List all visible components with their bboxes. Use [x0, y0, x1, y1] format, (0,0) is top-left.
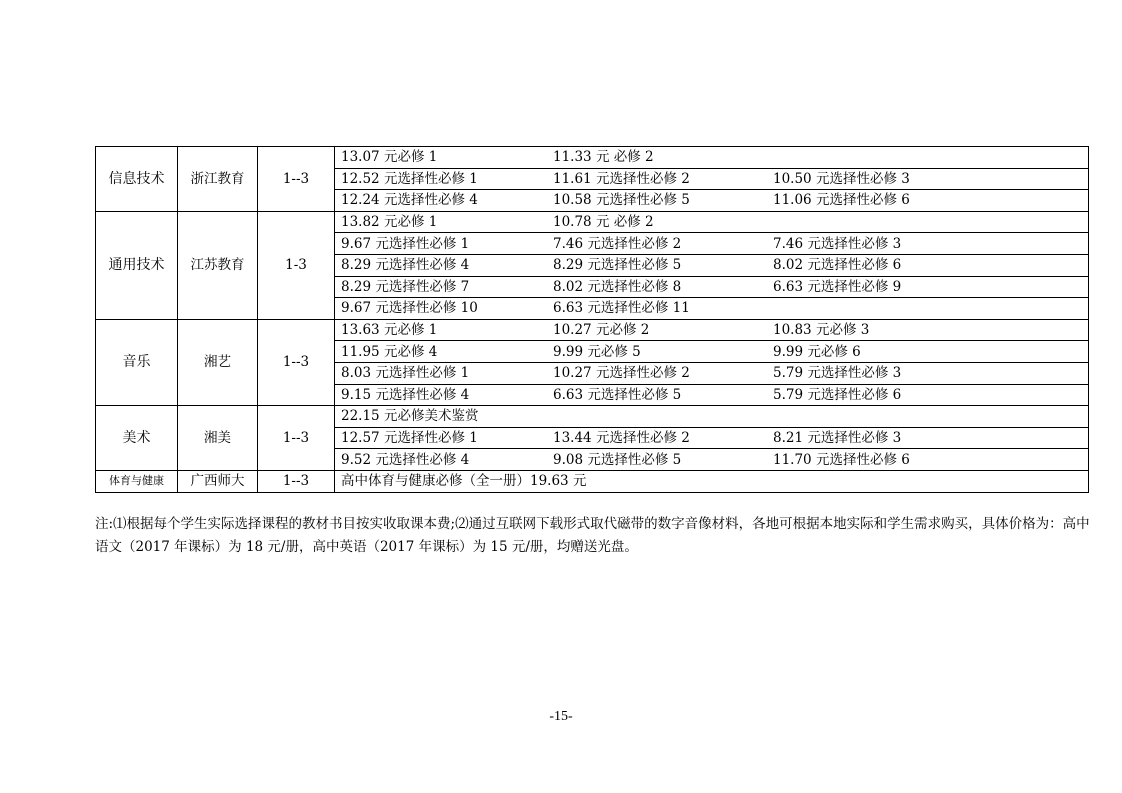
price-item: 6.63 元选择性必修 11 [553, 300, 690, 317]
grade-cell: 1--3 [258, 319, 335, 405]
footnote: 注:⑴根据每个学生实际选择课程的教材书目按实收取课本费;⑵通过互联网下载形式取代磁带的数字音像材料，各地可根据本地实际和学生需求购买，具体价格为：高中语文（2017 年课标）为 18 元/册，高中英语（2017 年课标）为 15 元/册，均赠送光盘。 [95, 516, 1090, 555]
price-item: 22.15 元必修美术鉴赏 [341, 408, 479, 425]
price-item: 11.61 元选择性必修 2 [553, 170, 690, 187]
publisher-cell: 江苏教育 [178, 211, 258, 319]
price-item: 10.78 元 必修 2 [553, 214, 654, 231]
table-row [96, 406, 1089, 428]
price-cell [335, 406, 1089, 428]
price-cell [335, 190, 1089, 212]
price-item: 9.99 元必修 6 [773, 343, 861, 360]
price-item: 8.21 元选择性必修 3 [773, 430, 902, 447]
publisher-cell: 湘艺 [178, 319, 258, 405]
price-item: 9.08 元选择性必修 5 [553, 451, 682, 468]
price-cell [335, 427, 1089, 449]
price-item: 11.06 元选择性必修 6 [773, 192, 910, 209]
price-item: 10.27 元选择性必修 2 [553, 365, 690, 382]
price-cell [335, 319, 1089, 341]
grade-cell: 1--3 [258, 147, 335, 212]
price-cell [335, 341, 1089, 363]
page-number: -15- [549, 709, 573, 724]
price-item: 12.52 元选择性必修 1 [341, 170, 478, 187]
price-item: 8.03 元选择性必修 1 [341, 365, 470, 382]
subject-cell: 美术 [96, 406, 178, 471]
price-item: 9.67 元选择性必修 10 [341, 300, 478, 317]
price-item: 高中体育与健康必修（全一册）19.63 元 [341, 473, 587, 490]
price-item: 7.46 元选择性必修 2 [553, 235, 682, 252]
subject-cell: 信息技术 [96, 147, 178, 212]
subject-cell: 音乐 [96, 319, 178, 405]
price-item: 8.29 元选择性必修 7 [341, 278, 470, 295]
table-body [96, 147, 1089, 493]
price-item: 12.24 元选择性必修 4 [341, 192, 478, 209]
table-row [96, 211, 1089, 233]
price-item: 11.33 元 必修 2 [553, 149, 654, 166]
price-item: 9.99 元必修 5 [553, 343, 641, 360]
publisher-cell: 浙江教育 [178, 147, 258, 212]
price-item: 12.57 元选择性必修 1 [341, 430, 478, 447]
grade-cell: 1-3 [258, 211, 335, 319]
price-item: 13.82 元必修 1 [341, 214, 438, 231]
price-item: 13.07 元必修 1 [341, 149, 438, 166]
price-item: 8.29 元选择性必修 5 [553, 257, 682, 274]
price-item: 13.63 元必修 1 [341, 322, 438, 339]
price-cell [335, 233, 1089, 255]
price-item: 10.27 元必修 2 [553, 322, 650, 339]
price-item: 8.29 元选择性必修 4 [341, 257, 470, 274]
price-cell [335, 298, 1089, 320]
price-item: 7.46 元选择性必修 3 [773, 235, 902, 252]
publisher-cell: 广西师大 [178, 470, 258, 492]
price-item: 10.58 元选择性必修 5 [553, 192, 690, 209]
price-item: 9.52 元选择性必修 4 [341, 451, 470, 468]
price-cell [335, 362, 1089, 384]
price-item: 6.63 元选择性必修 9 [773, 278, 902, 295]
price-item: 11.70 元选择性必修 6 [773, 451, 910, 468]
price-cell [335, 168, 1089, 190]
price-item: 11.95 元必修 4 [341, 343, 438, 360]
grade-cell: 1--3 [258, 470, 335, 492]
price-item: 9.15 元选择性必修 4 [341, 386, 470, 403]
price-cell [335, 384, 1089, 406]
table-row [96, 319, 1089, 341]
price-item: 10.50 元选择性必修 3 [773, 170, 910, 187]
subject-cell: 体育与健康 [96, 470, 178, 492]
price-item: 13.44 元选择性必修 2 [553, 430, 690, 447]
textbook-price-table [95, 146, 1089, 493]
price-cell [335, 254, 1089, 276]
price-cell [335, 147, 1089, 169]
price-cell [335, 276, 1089, 298]
price-item: 10.83 元必修 3 [773, 322, 870, 339]
publisher-cell: 湘美 [178, 406, 258, 471]
subject-cell: 通用技术 [96, 211, 178, 319]
price-cell [335, 470, 1089, 492]
price-cell [335, 449, 1089, 471]
price-item: 5.79 元选择性必修 6 [773, 386, 902, 403]
grade-cell: 1--3 [258, 406, 335, 471]
table-row [96, 147, 1089, 169]
price-item: 8.02 元选择性必修 6 [773, 257, 902, 274]
price-item: 8.02 元选择性必修 8 [553, 278, 682, 295]
price-item: 5.79 元选择性必修 3 [773, 365, 902, 382]
price-item: 6.63 元选择性必修 5 [553, 386, 682, 403]
price-cell [335, 211, 1089, 233]
table-row [96, 470, 1089, 492]
price-item: 9.67 元选择性必修 1 [341, 235, 470, 252]
